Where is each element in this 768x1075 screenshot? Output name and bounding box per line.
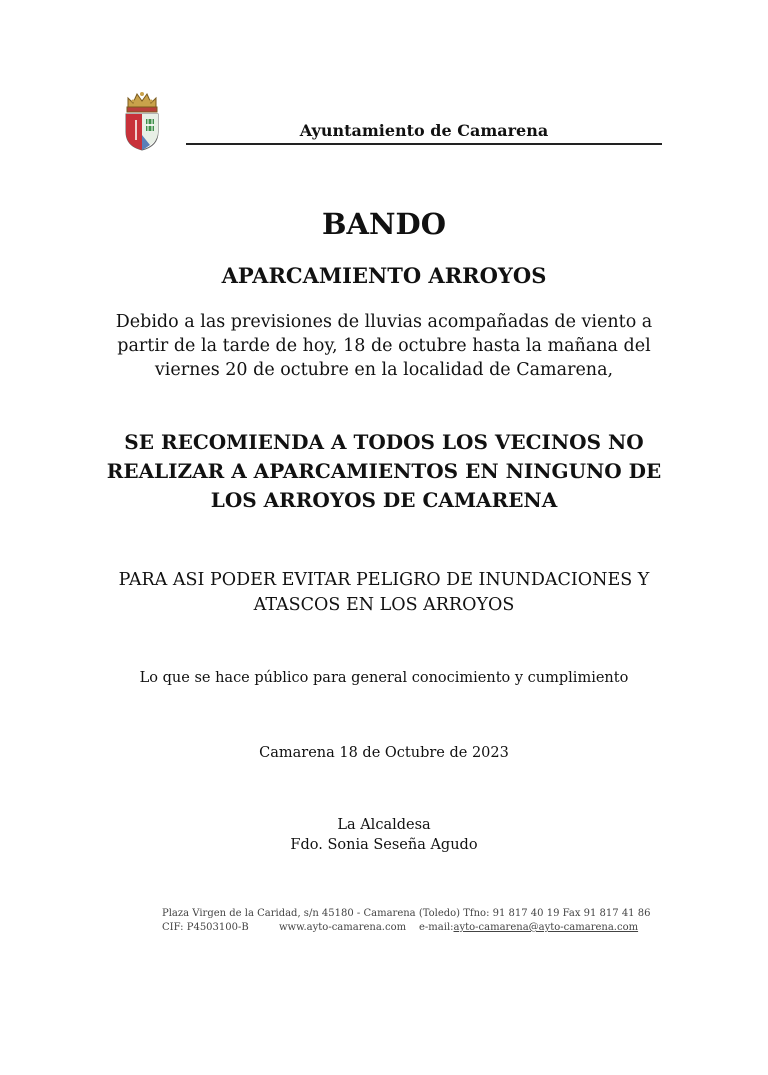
place-and-date: Camarena 18 de Octubre de 2023 [259, 745, 509, 761]
recommendation-paragraph [90, 428, 678, 515]
municipal-crest-logo [122, 88, 162, 152]
signature-block [90, 815, 678, 855]
signatory-name: Fdo. Sonia Seseña Agudo [290, 837, 478, 853]
recommendation-line: LOS ARROYOS DE CAMARENA [210, 488, 558, 512]
purpose-line: ATASCOS EN LOS ARROYOS [253, 595, 515, 615]
footer-website-link[interactable]: www.ayto-camarena.com [279, 922, 407, 933]
purpose-line: PARA ASI PODER EVITAR PELIGRO DE INUNDACIONES Y [118, 570, 650, 590]
document-title: BANDO [322, 207, 446, 241]
purpose-paragraph [90, 568, 678, 618]
document-subtitle: APARCAMIENTO ARROYOS [221, 263, 547, 288]
organization-name: Ayuntamiento de Camarena [299, 121, 549, 140]
intro-line: viernes 20 de octubre en la localidad de Camarena, [154, 360, 614, 380]
footer-contact-info [162, 907, 651, 935]
recommendation-line: REALIZAR A APARCAMIENTOS EN NINGUNO DE [106, 459, 662, 483]
intro-line: partir de la tarde de hoy, 18 de octubre hasta la mañana del [117, 336, 651, 356]
footer-email-label: e-mail: [419, 922, 454, 933]
footer-ids [162, 921, 639, 935]
footer-email-link[interactable]: ayto-camarena@ayto-camarena.com [453, 922, 639, 933]
intro-line: Debido a las previsiones de lluvias acompañadas de viento a [115, 312, 653, 332]
header-divider [186, 143, 662, 145]
footer-cif: CIF: P4503100-B [162, 922, 249, 933]
public-notice-text: Lo que se hace público para general conocimiento y cumplimiento [139, 670, 629, 686]
intro-paragraph [90, 310, 678, 382]
recommendation-line: SE RECOMIENDA A TODOS LOS VECINOS NO [124, 430, 644, 454]
footer-address: Plaza Virgen de la Caridad, s/n 45180 - Camarena (Toledo) Tfno: 91 817 40 19 Fax 91 817 41 86 [162, 908, 651, 919]
signatory-role: La Alcaldesa [337, 817, 431, 833]
